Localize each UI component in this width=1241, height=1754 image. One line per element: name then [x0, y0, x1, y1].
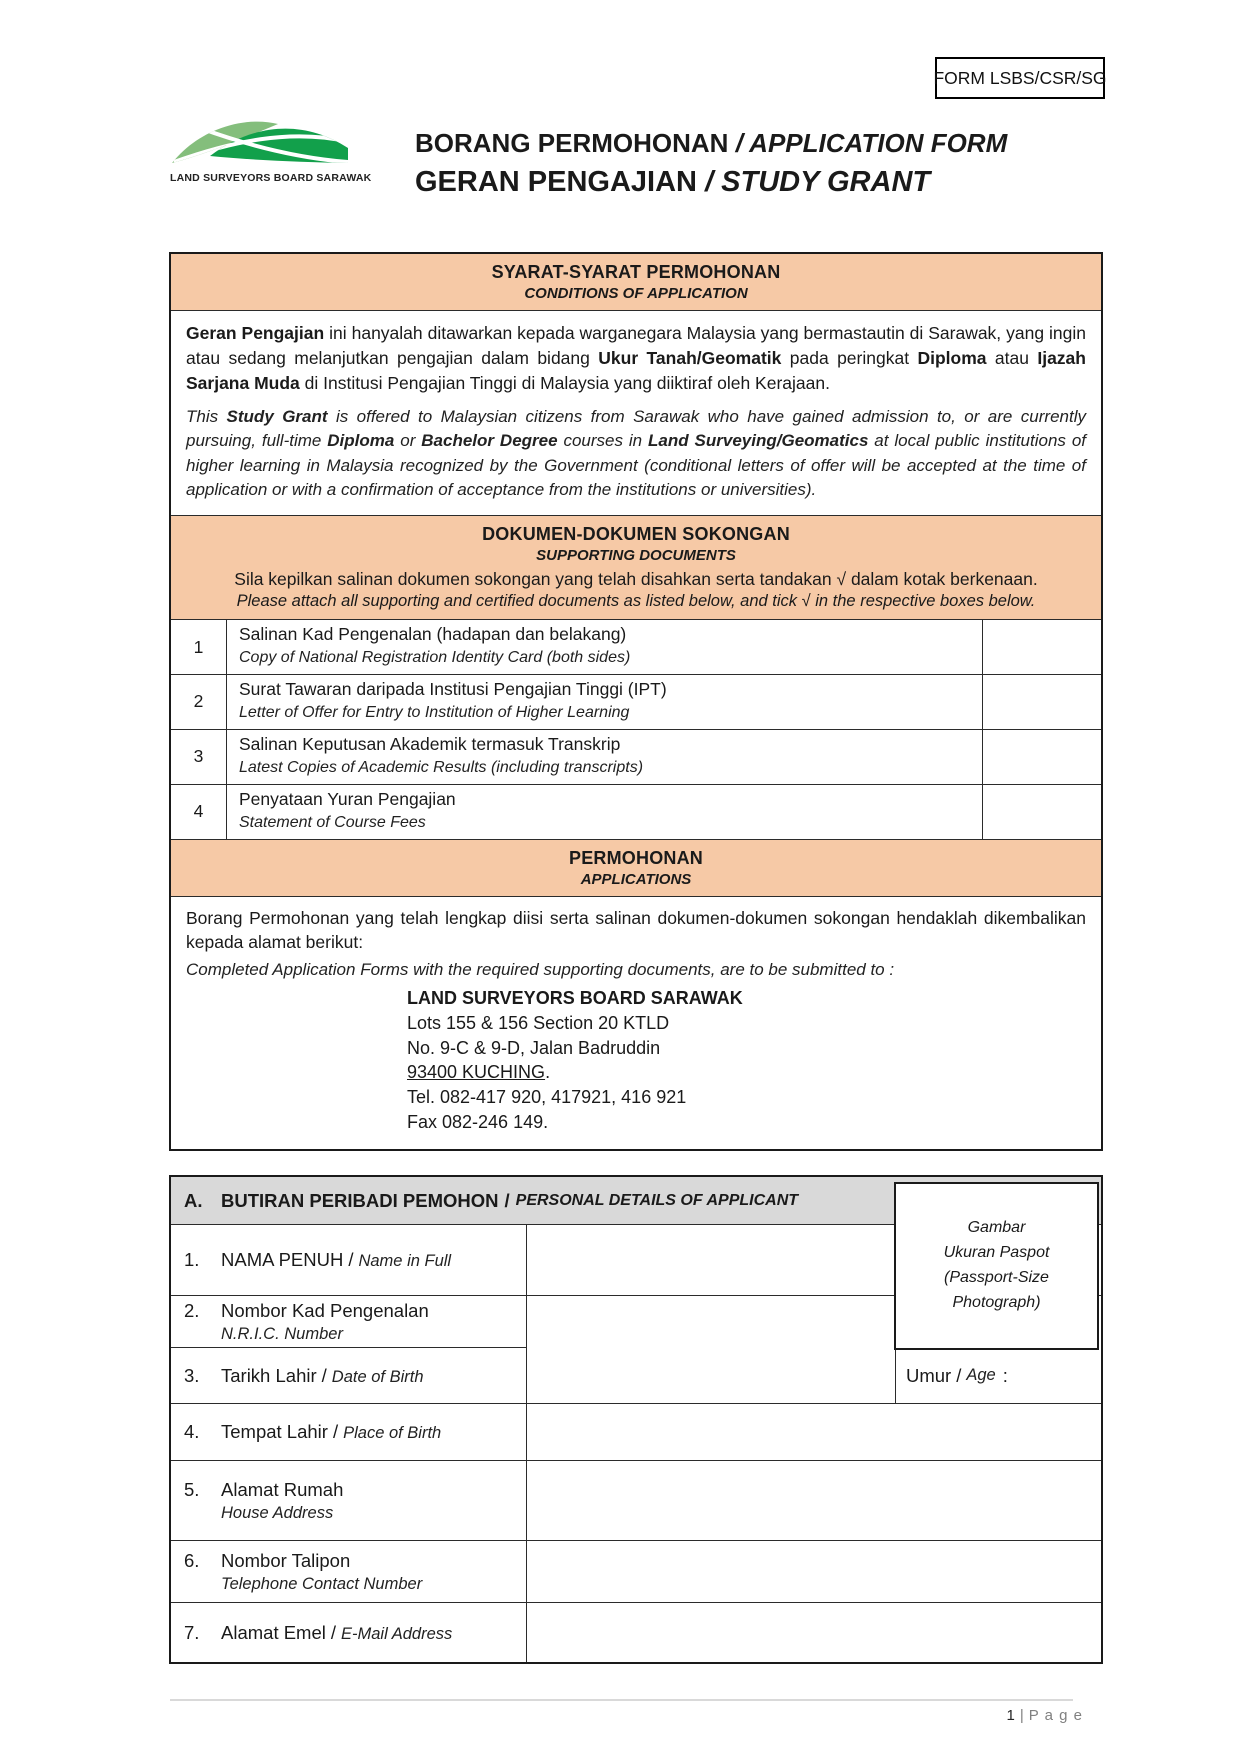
- section-a-title-separator: /: [504, 1189, 510, 1211]
- photo-box-line: Ukuran Paspot: [943, 1244, 1050, 1262]
- title-line-1-en: / APPLICATION FORM: [735, 128, 1008, 158]
- conditions-title-ms: SYARAT-SYARAT PERMOHONAN: [491, 262, 781, 282]
- document-row-text: [227, 675, 983, 729]
- supporting-title-ms: DOKUMEN-DOKUMEN SOKONGAN: [482, 524, 790, 545]
- document-name-ms: Surat Tawaran daripada Institusi Pengajian Tinggi (IPT): [239, 678, 667, 699]
- email-input-cell[interactable]: [527, 1603, 1101, 1662]
- field-number: 6.: [184, 1549, 200, 1571]
- photo-box-line: Photograph): [952, 1293, 1041, 1311]
- house-address-input-cell[interactable]: [527, 1461, 1101, 1540]
- document-title: [415, 128, 1007, 199]
- document-row-text: [227, 785, 983, 839]
- document-name-ms: Penyataan Yuran Pengajian: [239, 788, 456, 809]
- title-line-2: [415, 166, 1007, 199]
- tick-checkbox-4[interactable]: [983, 785, 1101, 839]
- document-row-4: [171, 784, 1101, 839]
- supporting-documents-header-band: [171, 515, 1101, 619]
- address-city-suffix: .: [545, 1062, 551, 1083]
- applications-paragraph-ms: Borang Permohonan yang telah lengkap diisi serta salinan dokumen-dokumen sokongan hendaklah dikembalikan kepada alamat berikut:: [186, 907, 1086, 953]
- tick-checkbox-2[interactable]: [983, 675, 1101, 729]
- document-name-en: Copy of National Registration Identity Card (both sides): [239, 648, 631, 666]
- field-label-house-address: [171, 1461, 527, 1540]
- document-row-text: [227, 730, 983, 784]
- lsbs-logo-icon: [170, 116, 352, 166]
- document-row-number: 4: [171, 785, 227, 839]
- document-row-text: [227, 620, 983, 674]
- field-label-en: E-Mail Address: [341, 1624, 453, 1643]
- field-label-en: Name in Full: [358, 1252, 452, 1270]
- address-fax: Fax 082-246 149.: [407, 1112, 549, 1133]
- applications-body: [171, 896, 1101, 1149]
- form-code-box: [935, 57, 1105, 99]
- conditions-paragraph-ms: Geran Pengajian ini hanyalah ditawarkan kepada warganegara Malaysia yang bermastautin di Sarawak, yang ingin atau sedang melanjutkan pengajian dalam bidang Ukur Tanah/Geomatik pada peringkat Diploma atau Ijazah Sarjana Muda di Institusi Pengajian Tinggi di Malaysia yang diiktiraf oleh Kerajaan.: [186, 323, 1086, 393]
- title-line-1: [415, 128, 1007, 159]
- field-label-nric: [171, 1296, 527, 1348]
- document-row-2: [171, 674, 1101, 729]
- address-line-1: Lots 155 & 156 Section 20 KTLD: [407, 1012, 670, 1033]
- conditions-header-band: [171, 254, 1101, 310]
- page-number-label: P a g e: [1028, 1707, 1083, 1724]
- field-label-ms: Alamat Emel: [221, 1621, 326, 1643]
- address-city: 93400 KUCHING: [407, 1062, 546, 1083]
- address-org-name: LAND SURVEYORS BOARD SARAWAK: [407, 987, 743, 1008]
- age-label-en: Age: [966, 1366, 996, 1384]
- field-label-ms: Tempat Lahir: [221, 1421, 328, 1442]
- document-row-number: 2: [171, 675, 227, 729]
- telephone-input-cell[interactable]: [527, 1541, 1101, 1602]
- field-label-en: N.R.I.C. Number: [221, 1325, 343, 1343]
- field-label-ms: Alamat Rumah: [221, 1478, 344, 1500]
- dob-input-cell[interactable]: [527, 1348, 895, 1403]
- document-row-1: [171, 619, 1101, 674]
- document-name-en: Statement of Course Fees: [239, 813, 426, 831]
- field-label-en: Place of Birth: [343, 1424, 442, 1442]
- document-name-ms: Salinan Kad Pengenalan (hadapan dan belakang): [239, 624, 627, 645]
- section-a-label: A.: [184, 1189, 203, 1211]
- field-row-email: [171, 1602, 1101, 1662]
- field-row-pob: [171, 1403, 1101, 1460]
- age-input-cell[interactable]: [895, 1348, 1105, 1403]
- document-name-en: Letter of Offer for Entry to Institution of Higher Learning: [239, 703, 630, 721]
- field-number: 4.: [184, 1421, 200, 1442]
- field-label-ms: Tarikh Lahir: [221, 1364, 317, 1386]
- tick-checkbox-1[interactable]: [983, 620, 1101, 674]
- address-line-2: No. 9-C & 9-D, Jalan Badruddin: [407, 1037, 661, 1058]
- logo-caption: LAND SURVEYORS BOARD SARAWAK: [170, 172, 372, 184]
- field-label-separator: /: [348, 1249, 354, 1270]
- supporting-instruction-en: Please attach all supporting and certified documents as listed below, and tick √ in the respective boxes below.: [236, 592, 1036, 611]
- applications-title-ms: PERMOHONAN: [568, 847, 703, 868]
- field-label-dob: [171, 1348, 527, 1403]
- field-label-en: House Address: [221, 1503, 334, 1522]
- document-row-number: 3: [171, 730, 227, 784]
- form-code-text: FORM LSBS/CSR/SG: [933, 67, 1107, 88]
- pob-input-cell[interactable]: [527, 1404, 1101, 1460]
- conditions-paragraph-en: This Study Grant is offered to Malaysian citizens from Sarawak who have gained admission to, or are currently pursuing, full-time Diploma or Bachelor Degree courses in Land Surveying/Geomatics at local public institutions of higher learning in Malaysia recognized by the Government (conditional letters of offer will be accepted at the time of application or with a confirmation of acceptance from the institutions or universities).: [186, 406, 1086, 500]
- applications-title-en: APPLICATIONS: [580, 870, 692, 888]
- photo-box-line: Gambar: [967, 1219, 1026, 1237]
- section-a-title-ms: BUTIRAN PERIBADI PEMOHON: [221, 1189, 499, 1211]
- brand-block: [170, 116, 372, 184]
- field-number: 2.: [184, 1300, 200, 1321]
- field-label-ms: Nombor Kad Pengenalan: [221, 1300, 429, 1321]
- document-name-ms: Salinan Keputusan Akademik termasuk Transkrip: [239, 733, 621, 754]
- field-label-ms: NAMA PENUH: [221, 1249, 344, 1270]
- document-row-number: 1: [171, 620, 227, 674]
- title-line-2-ms: GERAN PENGAJIAN: [415, 166, 697, 198]
- field-label-separator: /: [332, 1421, 339, 1442]
- submission-address: [407, 986, 1086, 1135]
- field-label-name: [171, 1225, 527, 1295]
- tick-checkbox-3[interactable]: [983, 730, 1101, 784]
- field-label-separator: /: [330, 1621, 337, 1643]
- field-label-en: Telephone Contact Number: [221, 1574, 423, 1593]
- conditions-title-en: CONDITIONS OF APPLICATION: [524, 285, 748, 302]
- passport-photo-box[interactable]: [894, 1182, 1099, 1350]
- field-label-separator: /: [321, 1364, 327, 1386]
- field-number: 5.: [184, 1478, 200, 1500]
- page-number-value: 1: [1006, 1707, 1016, 1724]
- field-row-telephone: [171, 1540, 1101, 1602]
- title-line-2-en: / STUDY GRANT: [705, 166, 931, 198]
- photo-box-line: (Passport-Size: [944, 1269, 1049, 1286]
- field-label-en: Date of Birth: [331, 1367, 424, 1386]
- age-label-colon: :: [1002, 1364, 1008, 1386]
- field-row-house-address: [171, 1460, 1101, 1540]
- age-label-ms: Umur: [906, 1364, 952, 1386]
- info-table: [169, 252, 1103, 1151]
- field-number: 7.: [184, 1621, 200, 1643]
- field-number: 3.: [184, 1364, 200, 1386]
- address-telephone: Tel. 082-417 920, 417921, 416 921: [407, 1087, 687, 1108]
- conditions-body: [171, 310, 1101, 515]
- field-number: 1.: [184, 1249, 200, 1270]
- title-line-1-ms: BORANG PERMOHONAN: [415, 128, 729, 158]
- applications-paragraph-en: Completed Application Forms with the required supporting documents, are to be submitted to :: [186, 960, 895, 980]
- supporting-instruction-ms: Sila kepilkan salinan dokumen sokongan yang telah disahkan serta tandakan √ dalam kotak berkenaan.: [234, 569, 1038, 590]
- applications-header-band: [171, 839, 1101, 896]
- age-label-separator: /: [956, 1364, 962, 1386]
- document-row-3: [171, 729, 1101, 784]
- page-number: [1006, 1707, 1083, 1724]
- footer-divider: [170, 1699, 1073, 1701]
- field-label-telephone: [171, 1541, 527, 1602]
- document-name-en: Latest Copies of Academic Results (including transcripts): [239, 758, 644, 776]
- supporting-title-en: SUPPORTING DOCUMENTS: [536, 547, 736, 565]
- field-label-pob: [171, 1404, 527, 1460]
- field-label-ms: Nombor Talipon: [221, 1549, 351, 1571]
- field-label-email: [171, 1603, 527, 1662]
- personal-details-table: [169, 1175, 1103, 1664]
- address-city-line: [407, 1060, 1086, 1085]
- page-number-separator: |: [1019, 1707, 1025, 1724]
- field-row-dob: [171, 1347, 1101, 1403]
- section-a-title-en: PERSONAL DETAILS OF APPLICANT: [515, 1191, 799, 1209]
